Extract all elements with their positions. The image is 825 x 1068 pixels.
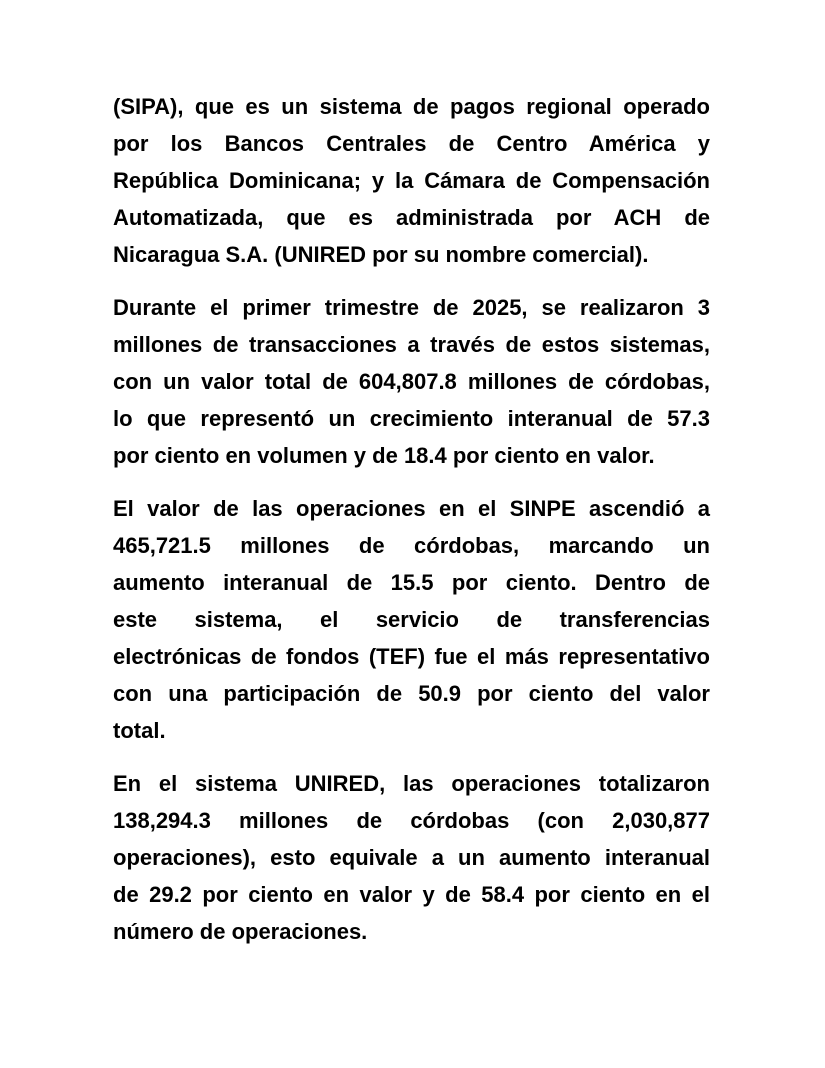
- paragraph-primer-trimestre-2025: [113, 289, 710, 474]
- paragraph-unired: [113, 765, 710, 950]
- text-line: de 29.2 por ciento en valor y de 58.4 por ciento en el: [113, 882, 710, 907]
- document-text-block: [113, 88, 710, 950]
- text-line: por los Bancos Centrales de Centro América y: [113, 131, 710, 156]
- text-line: con una participación de 50.9 por ciento del valor: [113, 681, 710, 706]
- text-line: aumento interanual de 15.5 por ciento. Dentro de: [113, 570, 710, 595]
- text-line: Automatizada, que es administrada por ACH de: [113, 205, 710, 230]
- text-line: En el sistema UNIRED, las operaciones totalizaron: [113, 771, 710, 796]
- text-line: Nicaragua S.A. (UNIRED por su nombre comercial).: [113, 242, 649, 267]
- text-line: 465,721.5 millones de córdobas, marcando un: [113, 533, 710, 558]
- text-line: con un valor total de 604,807.8 millones de córdobas,: [113, 369, 710, 394]
- text-line: Durante el primer trimestre de 2025, se realizaron 3: [113, 295, 710, 320]
- text-line: lo que representó un crecimiento interanual de 57.3: [113, 406, 710, 431]
- text-line: este sistema, el servicio de transferencias: [113, 607, 710, 632]
- text-line: electrónicas de fondos (TEF) fue el más representativo: [113, 644, 710, 669]
- text-line: (SIPA), que es un sistema de pagos regional operado: [113, 94, 710, 119]
- text-line: por ciento en volumen y de 18.4 por ciento en valor.: [113, 443, 655, 468]
- text-line: República Dominicana; y la Cámara de Compensación: [113, 168, 710, 193]
- text-line: El valor de las operaciones en el SINPE ascendió a: [113, 496, 710, 521]
- text-line: operaciones), esto equivale a un aumento interanual: [113, 845, 710, 870]
- text-line: millones de transacciones a través de estos sistemas,: [113, 332, 710, 357]
- text-line: número de operaciones.: [113, 919, 368, 944]
- text-line: total.: [113, 718, 166, 743]
- text-line: 138,294.3 millones de córdobas (con 2,030,877: [113, 808, 710, 833]
- paragraph-sipa-ach: [113, 88, 710, 273]
- paragraph-sinpe: [113, 490, 710, 749]
